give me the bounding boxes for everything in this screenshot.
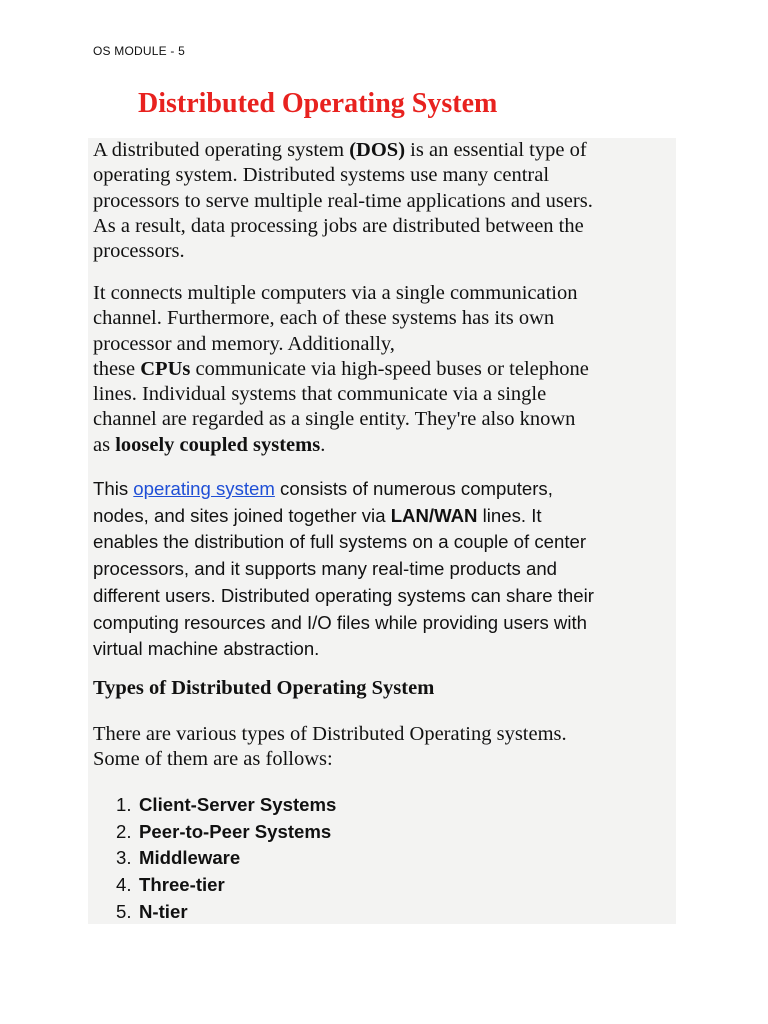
list-number: 3. — [116, 847, 132, 869]
types-intro-paragraph — [93, 722, 675, 773]
text-line: This operating system consists of numerous computers, — [93, 478, 553, 499]
list-item-label: Three-tier — [139, 874, 225, 896]
page-title: Distributed Operating System — [138, 88, 498, 119]
text-line: There are various types of Distributed Operating systems. — [93, 723, 567, 745]
text-line: Some of them are as follows: — [93, 748, 333, 771]
text-line: enables the distribution of full systems on a couple of center — [93, 531, 587, 553]
list-item — [116, 845, 336, 872]
list-item — [116, 792, 336, 819]
text-line: channel. Furthermore, each of these systems has its own — [93, 307, 555, 330]
list-item-label: N-tier — [139, 900, 188, 922]
text-line: operating system. Distributed systems use many central — [93, 164, 550, 187]
dos-term: (DOS) — [349, 139, 406, 161]
list-number: 2. — [116, 820, 132, 842]
text-line: these CPUs communicate via high-speed buses or telephone — [93, 357, 589, 380]
text-line: As a result, data processing jobs are distributed between the — [93, 214, 584, 237]
module-label: OS MODULE - 5 — [93, 44, 185, 58]
text-line: processor and memory. Additionally, — [93, 332, 395, 355]
loosely-coupled-term: loosely coupled systems — [115, 433, 321, 456]
cpus-term: CPUs — [140, 357, 191, 380]
list-item-label: Peer-to-Peer Systems — [139, 820, 332, 842]
list-item-label: Middleware — [139, 847, 241, 869]
list-item — [116, 819, 336, 846]
connection-paragraph — [93, 281, 675, 458]
text-line: as loosely coupled systems. — [93, 433, 326, 456]
text-line: processors to serve multiple real-time applications and users. — [93, 189, 593, 212]
description-paragraph — [93, 476, 675, 663]
list-item — [116, 872, 336, 899]
text-line: It connects multiple computers via a single communication — [93, 282, 578, 304]
types-heading: Types of Distributed Operating System — [93, 677, 435, 699]
list-item-label: Client-Server Systems — [139, 794, 337, 815]
list-number: 4. — [116, 874, 132, 896]
text-line: lines. Individual systems that communicate via a single — [93, 383, 547, 406]
text-line: A distributed operating system (DOS) is an essential type of — [93, 139, 587, 161]
text-line: different users. Distributed operating systems can share their — [93, 584, 594, 606]
list-number: 5. — [116, 900, 132, 922]
text-line: processors, and it supports many real-time products and — [93, 558, 558, 580]
intro-paragraph — [93, 138, 675, 264]
operating-system-link[interactable]: operating system — [133, 478, 275, 499]
list-item — [116, 899, 336, 926]
lan-wan-term: LAN/WAN — [390, 504, 478, 526]
list-number: 1. — [116, 794, 132, 815]
text-line: virtual machine abstraction. — [93, 638, 320, 660]
text-line: processors. — [93, 240, 185, 263]
text-line: computing resources and I/O files while providing users with — [93, 611, 587, 633]
types-list — [116, 792, 336, 926]
text-line: channel are regarded as a single entity. They're also known — [93, 408, 576, 431]
text-line: nodes, and sites joined together via LAN/WAN lines. It — [93, 504, 542, 526]
